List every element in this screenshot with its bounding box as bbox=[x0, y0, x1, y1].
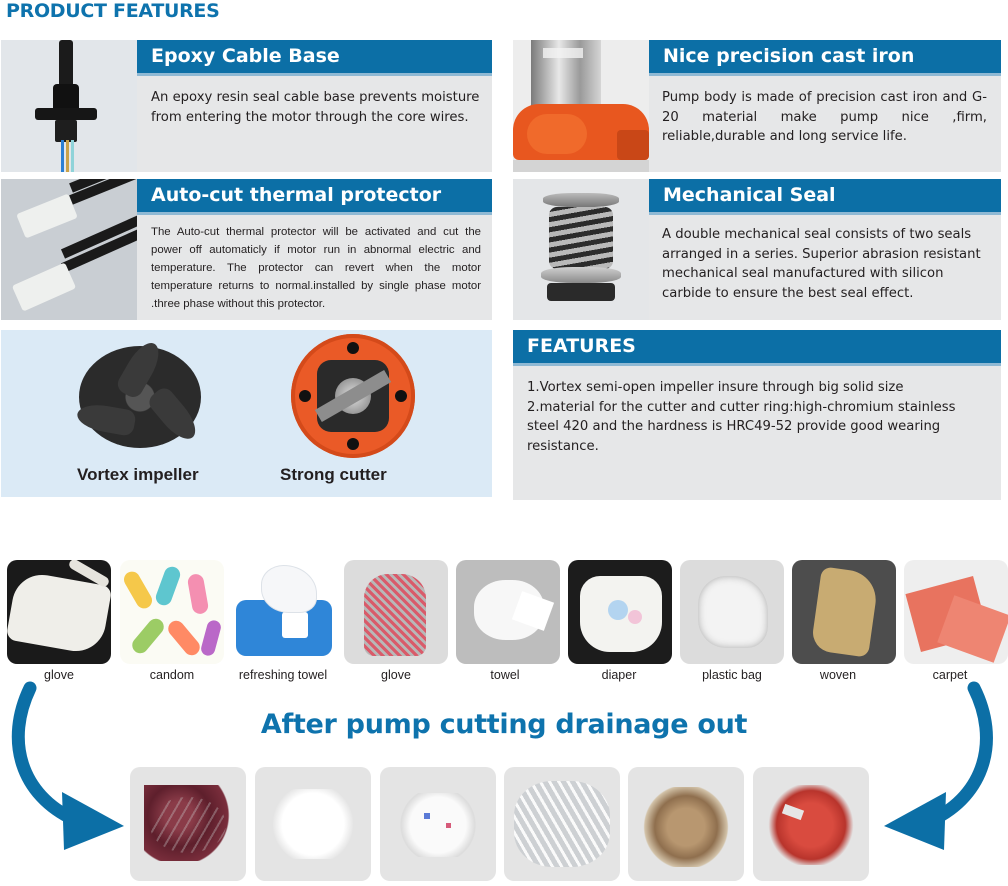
cast-iron-card-body: Pump body is made of precision cast iron and G-20 material make pump nice ,firm, reliable,durable and long service life. bbox=[662, 90, 987, 144]
cast-iron-card-title: Nice precision cast iron bbox=[649, 40, 1001, 73]
epoxy-card-title: Epoxy Cable Base bbox=[137, 40, 492, 73]
seal-card bbox=[649, 179, 1001, 320]
seal-card-title: Mechanical Seal bbox=[649, 179, 1001, 212]
waste-image-glove bbox=[7, 560, 111, 664]
waste-label-carpet: carpet bbox=[932, 668, 968, 682]
thermal-card-title: Auto-cut thermal protector bbox=[137, 179, 492, 212]
page-title: PRODUCT FEATURES bbox=[6, 0, 220, 22]
waste-label-glove: glove bbox=[44, 668, 74, 682]
waste-label-glove-2: glove bbox=[381, 668, 411, 682]
waste-label-candom: candom bbox=[149, 668, 195, 682]
thermal-card-body: The Auto-cut thermal protector will be activated and cut the power off automaticly if motor run in abnormal electric and temperature. The protector can revert when the motor temperature returns to normal.installed by single phase motor .three phase without this protector. bbox=[151, 226, 481, 310]
epoxy-cable-image bbox=[1, 40, 137, 172]
vortex-impeller-label: Vortex impeller bbox=[77, 465, 199, 484]
result-image-1 bbox=[130, 767, 246, 881]
curved-arrow-down-right-icon bbox=[0, 680, 130, 850]
mechanical-seal-image bbox=[513, 179, 649, 320]
waste-image-plastic-bag bbox=[680, 560, 784, 664]
result-image-3 bbox=[380, 767, 496, 881]
features-title: FEATURES bbox=[513, 330, 1001, 363]
waste-image-woven bbox=[792, 560, 896, 664]
waste-label-towel: towel bbox=[490, 668, 520, 682]
thermal-protector-image bbox=[1, 179, 137, 320]
result-image-4 bbox=[504, 767, 620, 881]
thermal-card bbox=[137, 179, 492, 320]
waste-image-candom bbox=[120, 560, 224, 664]
result-image-2 bbox=[255, 767, 371, 881]
waste-image-diaper bbox=[568, 560, 672, 664]
features-panel bbox=[513, 330, 1001, 500]
waste-image-carpet bbox=[904, 560, 1008, 664]
impeller-panel bbox=[1, 330, 492, 497]
epoxy-card-body: An epoxy resin seal cable base prevents moisture from entering the motor through the core wires. bbox=[151, 90, 480, 125]
features-item-2: 2.material for the cutter and cutter ring:high-chromium stainless steel 420 and the hardness is HRC49-52 provide good wearing resistance. bbox=[527, 399, 956, 454]
cast-iron-card bbox=[649, 40, 1001, 172]
epoxy-card bbox=[137, 40, 492, 172]
strong-cutter-image bbox=[291, 334, 415, 458]
result-image-5 bbox=[628, 767, 744, 881]
vortex-impeller-image bbox=[73, 336, 207, 454]
waste-image-refreshing-towel bbox=[232, 560, 336, 664]
waste-label-refreshing-towel: refreshing towel bbox=[238, 668, 328, 682]
curved-arrow-down-left-icon bbox=[880, 680, 1008, 850]
waste-image-towel bbox=[456, 560, 560, 664]
after-pump-title: After pump cutting drainage out bbox=[260, 709, 748, 740]
waste-label-plastic-bag: plastic bag bbox=[702, 668, 762, 682]
waste-image-glove-2 bbox=[344, 560, 448, 664]
waste-label-woven: woven bbox=[819, 668, 857, 682]
features-list bbox=[527, 378, 987, 456]
strong-cutter-label: Strong cutter bbox=[280, 465, 387, 484]
seal-card-body: A double mechanical seal consists of two seals arranged in a series. Superior abrasion resistant mechanical seal manufactured with silicon carbide to ensure the best seal effect. bbox=[662, 227, 981, 301]
features-item-1: 1.Vortex semi-open impeller insure through big solid size bbox=[527, 380, 904, 395]
result-image-6 bbox=[753, 767, 869, 881]
cast-iron-pump-image bbox=[513, 40, 649, 172]
waste-label-diaper: diaper bbox=[601, 668, 637, 682]
